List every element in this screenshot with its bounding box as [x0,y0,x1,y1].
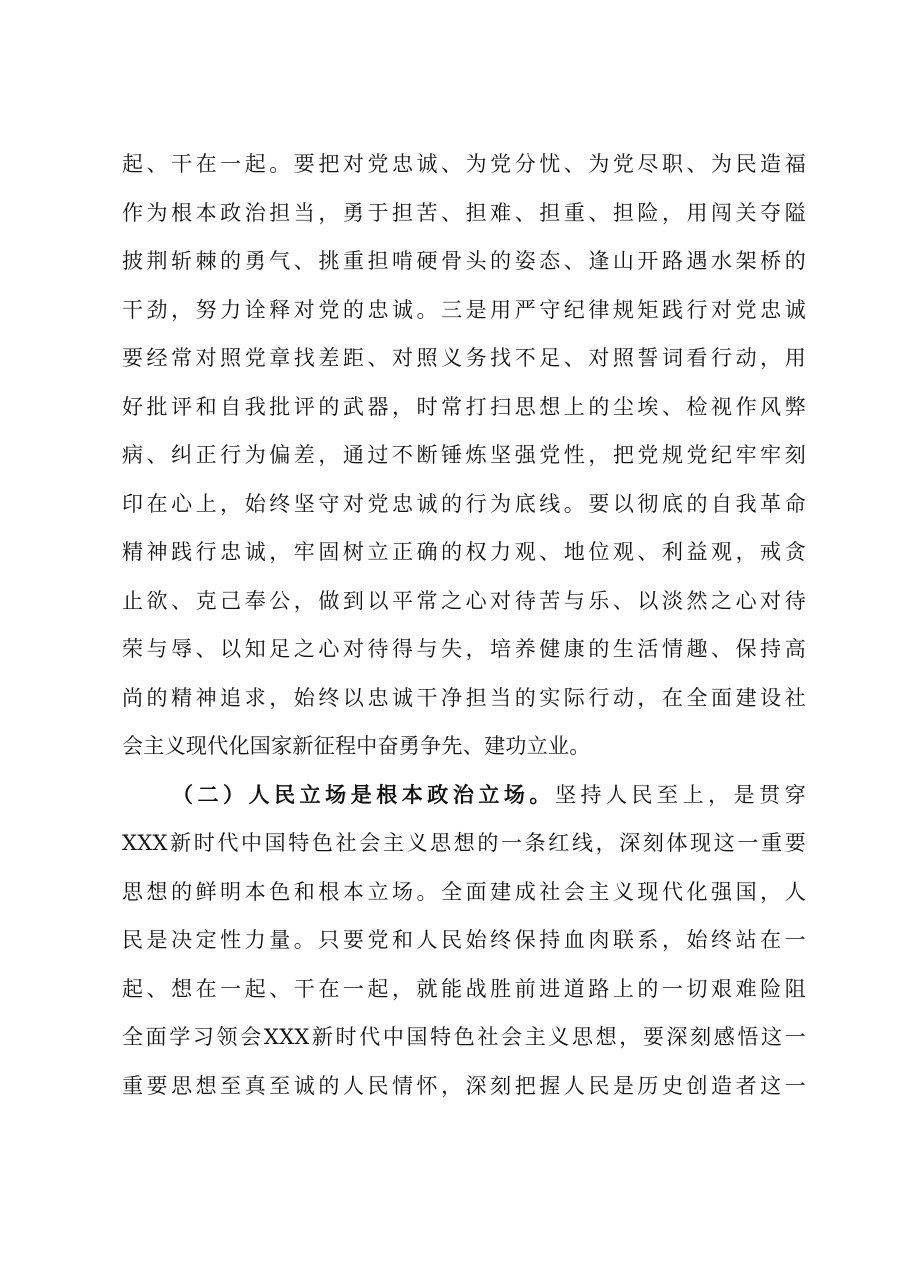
text-line: 病、纠正行为偏差，通过不断锤炼坚强党性，把党规党纪牢牢刻 [122,443,806,467]
text-line: 作为根本政治担当，勇于担苦、担难、担重、担险，用闯关夺隘 [122,200,806,225]
text-line: 起、干在一起。要把对党忠诚、为党分忧、为党尽职、为民造福 [122,152,806,176]
text-line: 民是决定性力量。只要党和人民始终保持血肉联系，始终站在一 [122,928,806,952]
text-line: 好批评和自我批评的武器，时常打扫思想上的尘埃、检视作风弊 [122,394,806,419]
text-line: 披荆斩棘的勇气、挑重担啃硬骨头的姿态、逢山开路遇水架桥的 [122,249,806,273]
text-line: 精神践行忠诚，牢固树立正确的权力观、地位观、利益观，戒贪 [122,540,806,564]
paragraph-people-stance [122,771,806,1111]
text-line: 要经常对照党章找差距、对照义务找不足、对照誓词看行动，用 [122,346,806,370]
text-line: 会主义现代化国家新征程中奋勇争先、建功立业。 [122,734,591,758]
text-line: 荣与辱、以知足之心对待得与失，培养健康的生活情趣、保持高 [122,637,806,661]
text-line: 起、想在一起、干在一起，就能战胜前进道路上的一切艰难险阻 [122,976,806,1001]
text-run: 坚持人民至上，是贯穿 [554,782,806,807]
text-line: 止欲、克己奉公，做到以平常之心对待苦与乐、以淡然之心对待 [122,588,806,613]
text-line: XXX新时代中国特色社会主义思想的一条红线，深刻体现这一重要 [122,831,806,855]
document-body [122,140,806,1110]
text-line: 全面学习领会XXX新时代中国特色社会主义思想，要深刻感悟这一 [122,1025,806,1049]
section-heading: （二）人民立场是根本政治立场。 [172,781,555,807]
text-line: 尚的精神追求，始终以忠诚干净担当的实际行动，在全面建设社 [122,685,806,710]
text-line: 思想的鲜明本色和根本立场。全面建成社会主义现代化强国，人 [122,879,806,904]
text-line: 印在心上，始终坚守对党忠诚的行为底线。要以彻底的自我革命 [122,491,806,516]
text-line: 重要思想至真至诚的人民情怀，深刻把握人民是历史创造者这一 [122,1073,806,1098]
paragraph-first-line [122,771,806,820]
paragraph-loyalty [122,140,806,771]
text-line: 干劲，努力诠释对党的忠诚。三是用严守纪律规矩践行对党忠诚 [122,297,806,322]
